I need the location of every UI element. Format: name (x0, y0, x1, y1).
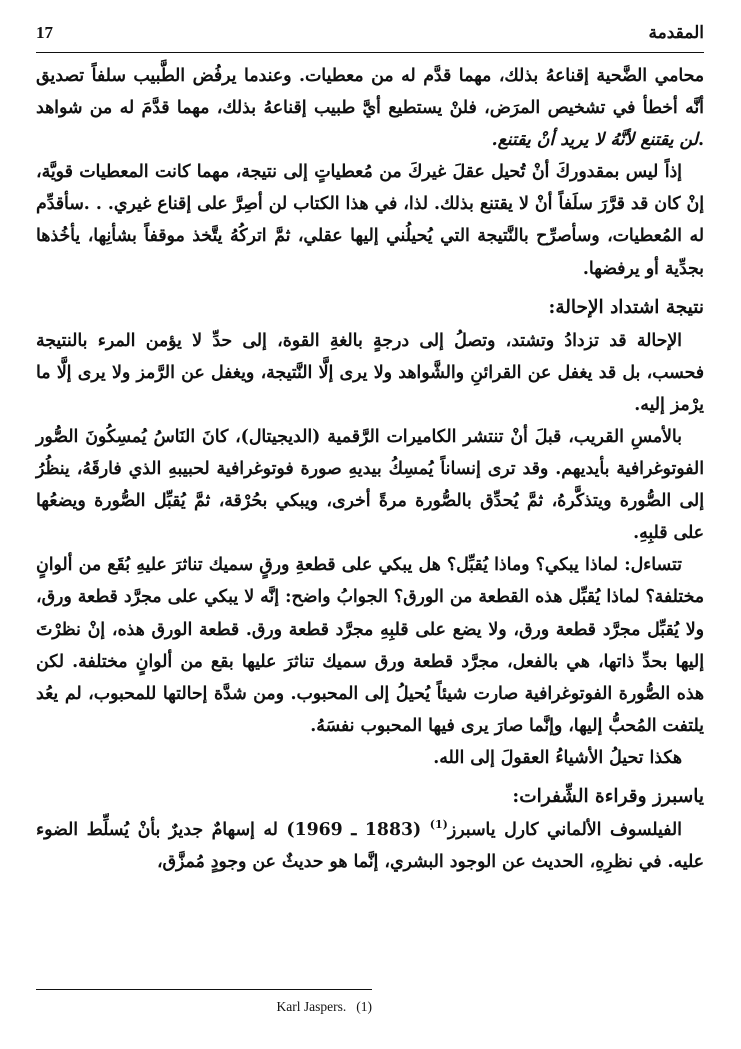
footnote-marker: (1) (356, 999, 372, 1014)
paragraph: هكذا تحيلُ الأشياءُ العقولَ إلى الله. (433, 747, 682, 768)
section-heading: نتيجة اشتداد الإحالة: (548, 296, 704, 318)
footnote-rule (36, 989, 372, 990)
paragraph-text: محامي الضَّحية إقناعهُ بذلك، مهما قدَّم له من معطيات. وعندما يرفُض الطَّبيب سلفاً تصديق أنَّه أخطأ في تشخيص المرَض، فلنْ يستطيع أيَّ طبيب إقناعهُ بذلك، مهما قدَّمَ له من شواهد . (36, 66, 704, 151)
paragraph: الإحالة قد تزدادُ وتشتد، وتصلُ إلى درجةٍ بالغةِ القوة، إلى حدِّ لا يؤمن المرء بالنتيجة فحسب، بل قد يغفل عن القرائنِ والشَّواهد ولا يرى إلَّا النَّتيجة، ويغفل عن الرَّمز ولا يرى إلَّا ما يرْمز إليه. (36, 330, 704, 415)
paragraph-text: (1883 ـ 1969) له إسهامٌ جديرٌ بأنْ يُسلِّط الضوء عليه. في نظرِهِ، الحديث عن الوجود البشري، إنَّما هو حديثٌ عن وجودٍ مُمزَّق، (36, 819, 704, 873)
footnote-reference: (1) (429, 818, 448, 832)
paragraph-text: الفيلسوف الألماني كارل ياسبرز (447, 819, 682, 840)
footnote-text: Karl Jaspers. (276, 999, 347, 1014)
paragraph: تتساءل: لماذا يبكي؟ وماذا يُقبِّل؟ هل يبكي على قطعةِ ورقٍ سميك تناثرَ عليهِ بُقَع من ألوانٍ مختلفة؟ لماذا يُقبِّل هذه القطعة من الورق؟ الجوابُ واضح: إنَّه لا يبكي على مجرَّد قطعة ورق، ولا يُقبِّل مجرَّد قطعة ورق، ولا يضع على قلبِهِ مجرَّد قطعة ورق. قطعة الورق هذه، إنْ نظرْتَ إليها بحدِّ ذاتها، هي بالفعل، مجرَّد قطعة ورق سميك تناثرَ عليها بقع من ألوانٍ مختلفة. لكن هذه الصُّورة الفوتوغرافية صارت شيئاً يُحيلُ إلى المحبوب. ومن شدَّة إحالتها للمحبوب، لم يعُد يلتفت المُحبُّ إليها، وإنَّما صارَ يرى فيها المحبوب نفسَهُ. (36, 555, 704, 736)
section-heading: ياسبرز وقراءة الشِّفرات: (512, 785, 704, 807)
running-head (36, 20, 704, 46)
page-number: 17 (36, 23, 53, 42)
italic-quote: لن يقتنع لأنَّهُ لا يريد أنْ يقتنع. (491, 130, 698, 151)
header-rule (36, 52, 704, 53)
paragraph (36, 60, 704, 156)
paragraph (36, 814, 704, 878)
paragraph: إذاً ليس بمقدوركَ أنْ تُحيل عقلَ غيركَ من مُعطياتٍ إلى نتيجة، مهما كانت المعطيات قويَّة، إنْ كان قد قرَّرَ سلَفاً أنْ لا يقتنع بذلك. لذا، في هذا الكتاب لن أصِرَّ على إقناع غيري. . .سأقدِّم له المُعطيات، وسأصرِّح بالنَّتيجة التي يُحيلُني إليها عقلي، ثمَّ اتركُهُ يتَّخذ موقفاً بشأنِها، يأخُذها بجدِّية أو يرفضها. (36, 162, 704, 279)
footnote (36, 999, 372, 1015)
paragraph: بالأمسِ القريب، قبلَ أنْ تنتشر الكاميرات الرَّقمية (الديجيتال)، كانَ النَاسُ يُمسِكُونَ الصُّور الفوتوغرافية بأيديهم. وقد ترى إنساناً يُمسِكُ بيديهِ صورة فوتوغرافية لحبيبهِ الذي فارقَهُ، ينظُرُ إلى الصُّورة ويتذكَّرهُ، ثمَّ يُحدِّق بالصُّورة مرةً أخرى، ويبكي بحُرْقة، ثمَّ يُقبِّل الصُّورة ويضعُها على قلبِهِ. (36, 426, 704, 544)
section-title: المقدمة (648, 23, 704, 43)
book-page (36, 14, 704, 1034)
body-text (36, 60, 704, 878)
